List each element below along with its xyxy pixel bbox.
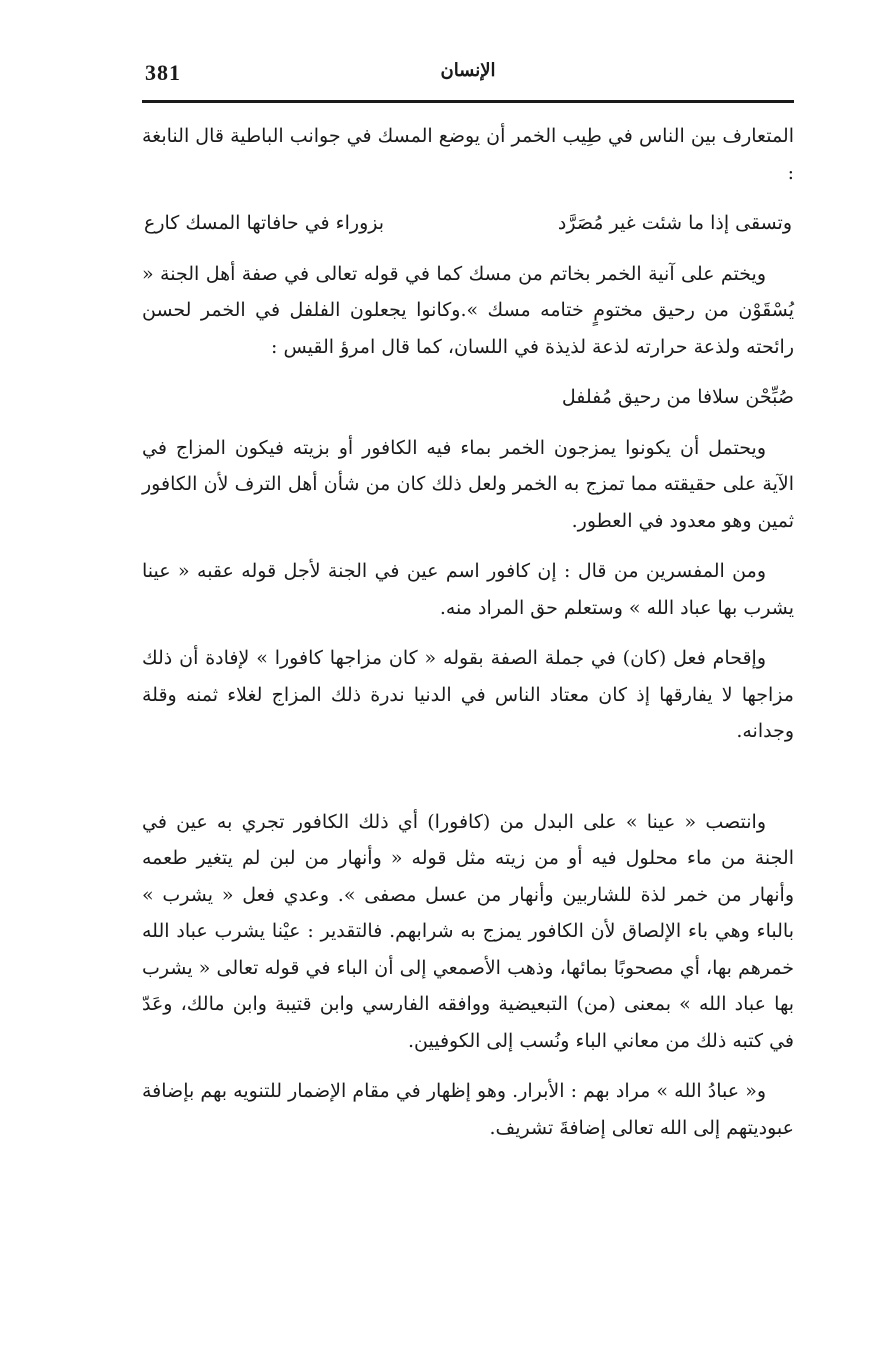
header-rule [142, 100, 794, 103]
paragraph-5: وإقحام فعل (كان) في جملة الصفة بقوله « كان مزاجها كافورا » لإفادة أن ذلك مزاجها لا يفارقها إذ كان معتاد الناس في الدنيا ندرة ذلك المزاج لغلاء ثمنه وقلة وجدانه. [142, 647, 794, 742]
running-title: الإنسان [440, 60, 496, 81]
paragraph-1: المتعارف بين الناس في طِيب الخمر أن يوضع المسك في جوانب الباطية قال النابغة : [142, 125, 794, 184]
verse-nabigha [142, 205, 794, 242]
page-number: 381 [145, 60, 181, 85]
page-header [140, 60, 796, 100]
section-gap [142, 764, 794, 804]
paragraph-7: و« عبادُ الله » مراد بهم : الأبرار. وهو إظهار في مقام الإضمار للتنويه بهم بإضافة عبوديتهم إلى الله تعالى إضافةَ تشريف. [142, 1080, 794, 1139]
body-text [142, 118, 794, 1160]
paragraph-2: ويختم على آنية الخمر بخاتم من مسك كما في قوله تعالى في صفة أهل الجنة « يُسْقَوْن من رحيق مختومٍ ختامه مسك ».وكانوا يجعلون الفلفل في الخمر لحسن رائحته ولذعة حرارته لذعة لذيذة في اللسان، كما قال امرؤ القيس : [142, 262, 794, 358]
verse-imru-al-qays: صُبِّحْن سلافا من رحيق مُفلفل [561, 386, 794, 408]
verse-hemistich-second: بزوراء في حافاتها المسك كارع [144, 212, 385, 234]
paragraph-6: وانتصب « عينا » على البدل من (كافورا) أي ذلك الكافور تجري به عين في الجنة من ماء محلول فيه أو من زيته مثل قوله « وأنهار من لبن لم يتغير طعمه وأنهار من خمر لذة للشاربين وأنهار من عسل مصفى ». وعدي فعل « يشرب » بالباء وهي باء الإلصاق لأن الكافور يمزج به شرابهم. فالتقدير : عيْنا يشرب عباد الله خمرهم بها، أي مصحوبًا بمائها، وذهب الأصمعي إلى أن الباء في قوله تعالى « يشرب بها عباد الله » بمعنى (من) التبعيضية ووافقه الفارسي وابن قتيبة وابن مالك، وعَدّ في كتبه ذلك من معاني الباء ونُسب إلى الكوفيين. [142, 810, 794, 1052]
paragraph-4: ومن المفسرين من قال : إن كافور اسم عين في الجنة لأجل قوله عقبه « عينا يشرب بها عباد الله » وستعلم حق المراد منه. [142, 560, 794, 619]
verse-hemistich-first: وتسقى إذا ما شئت غير مُصَرَّد [557, 212, 792, 234]
paragraph-3: ويحتمل أن يكونوا يمزجون الخمر بماء فيه الكافور أو بزيته فيكون المزاج في الآية على حقيقته مما تمزج به الخمر ولعل ذلك كان من شأن أهل الترف لأن الكافور ثمين وهو معدود في العطور. [142, 436, 794, 532]
